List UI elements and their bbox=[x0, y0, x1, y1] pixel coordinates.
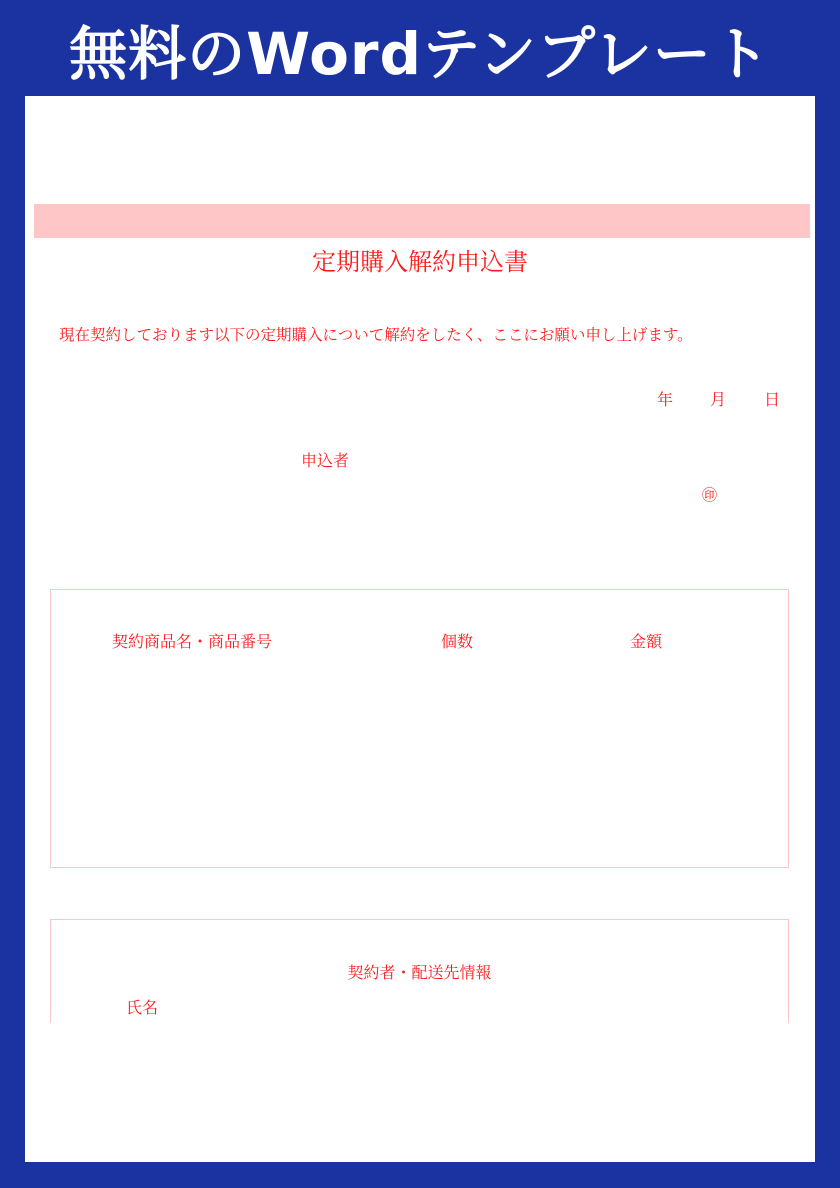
header-band bbox=[34, 204, 810, 238]
document-page bbox=[25, 96, 815, 1162]
banner-title: 無料のWordテンプレート bbox=[69, 20, 771, 88]
contract-name-label: 氏名 bbox=[126, 998, 159, 1017]
intro-text: 現在契約しております以下の定期購入について解約をしたく、ここにお願い申し上げます。 bbox=[59, 326, 693, 344]
applicant-label: 申込者 bbox=[301, 451, 350, 470]
document-title: 定期購入解約申込書 bbox=[312, 248, 528, 276]
contract-section-title: 契約者・配送先情報 bbox=[347, 963, 492, 982]
page-bottom-blank bbox=[25, 1023, 815, 1162]
items-header-quantity: 個数 bbox=[441, 632, 474, 651]
date-day-label: 日 bbox=[764, 390, 781, 409]
items-header-name: 契約商品名・商品番号 bbox=[112, 632, 273, 651]
seal-mark: ㊞ bbox=[702, 486, 718, 504]
items-table-box bbox=[50, 589, 789, 868]
date-year-label: 年 bbox=[657, 390, 674, 409]
date-month-label: 月 bbox=[710, 390, 727, 409]
items-header-amount: 金額 bbox=[630, 632, 663, 651]
